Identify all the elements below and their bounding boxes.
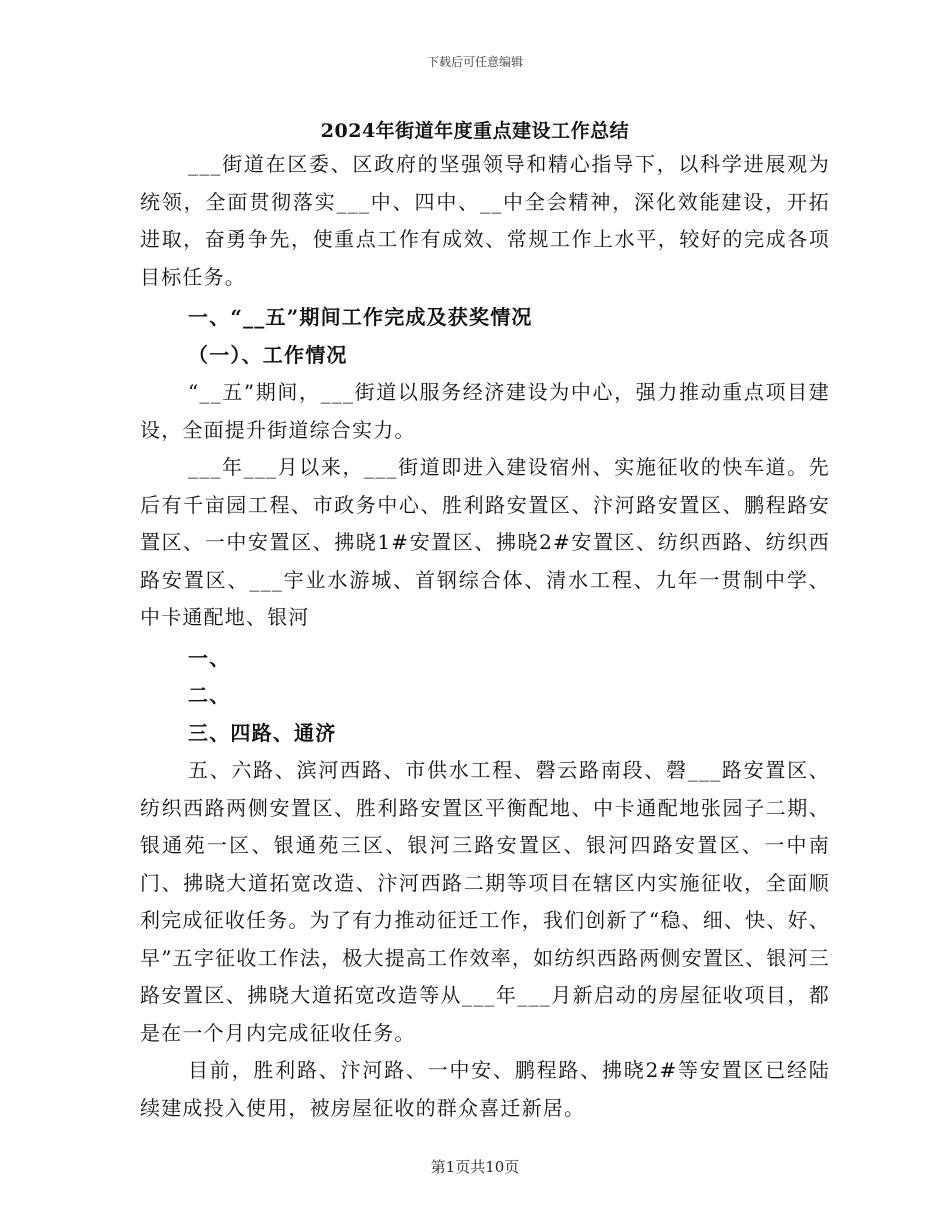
document-body bbox=[140, 146, 830, 1127]
heading-item-2: 二、 bbox=[188, 683, 231, 707]
paragraph-expropriation: 五、六路、滨河西路、市供水工程、磬云路南段、磬___路安置区、纺织西路两侧安置区、胜利路安置区平衡配地、中卡通配地张园子二期、银通苑一区、银通苑三区、银河三路安置区、银河四路安置区、一中南门、拂晓大道拓宽改造、汴河西路二期等项目在辖区内实施征收，全面顺利完成征收任务。为了有力推动征迁工作，我们创新了“稳、细、快、好、早”五字征收工作法，极大提高工作效率，如纺织西路两侧安置区、银河三路安置区、拂晓大道拓宽改造等从___年___月新启动的房屋征收项目，都是在一个月内完成征收任务。 bbox=[140, 758, 830, 1045]
paragraph-period-summary: “__五”期间，___街道以服务经济建设为中心，强力推动重点项目建设，全面提升街道综合实力。 bbox=[140, 380, 830, 442]
heading-section-1: 一、“__五”期间工作完成及获奖情况 bbox=[188, 305, 533, 329]
heading-item-1: 一、 bbox=[188, 645, 231, 670]
paragraph-project-list: ___年___月以来，___街道即进入建设宿州、实施征收的快车道。先后有千亩园工程、市政务中心、胜利路安置区、汴河路安置区、鹏程路安置区、一中安置区、拂晓1#安置区、拂晓2#安置区、纺织西路、纺织西路安置区、___宇业水游城、首钢综合体、清水工程、九年一贯制中学、中卡通配地、银河 bbox=[140, 455, 830, 629]
header-note: 下载后可任意编辑 bbox=[426, 55, 523, 69]
heading-item-3: 三、四路、通济 bbox=[188, 720, 337, 745]
document-title: 2024年街道年度重点建设工作总结 bbox=[320, 120, 630, 142]
paragraph-intro: ___街道在区委、区政府的坚强领导和精心指导下，以科学进展观为统领，全面贯彻落实___中、四中、__中全会精神，深化效能建设，开拓进取，奋勇争先，使重点工作有成效、常规工作上水平，较好的完成各项目标任务。 bbox=[140, 152, 830, 289]
paragraph-current-status: 目前，胜利路、汴河路、一中安、鹏程路、拂晓2#等安置区已经陆续建成投入使用，被房屋征收的群众喜迁新居。 bbox=[140, 1058, 830, 1120]
page-footer: 第1页共10页 bbox=[430, 1158, 520, 1176]
subheading-work-status: （一）、工作情况 bbox=[188, 342, 348, 367]
